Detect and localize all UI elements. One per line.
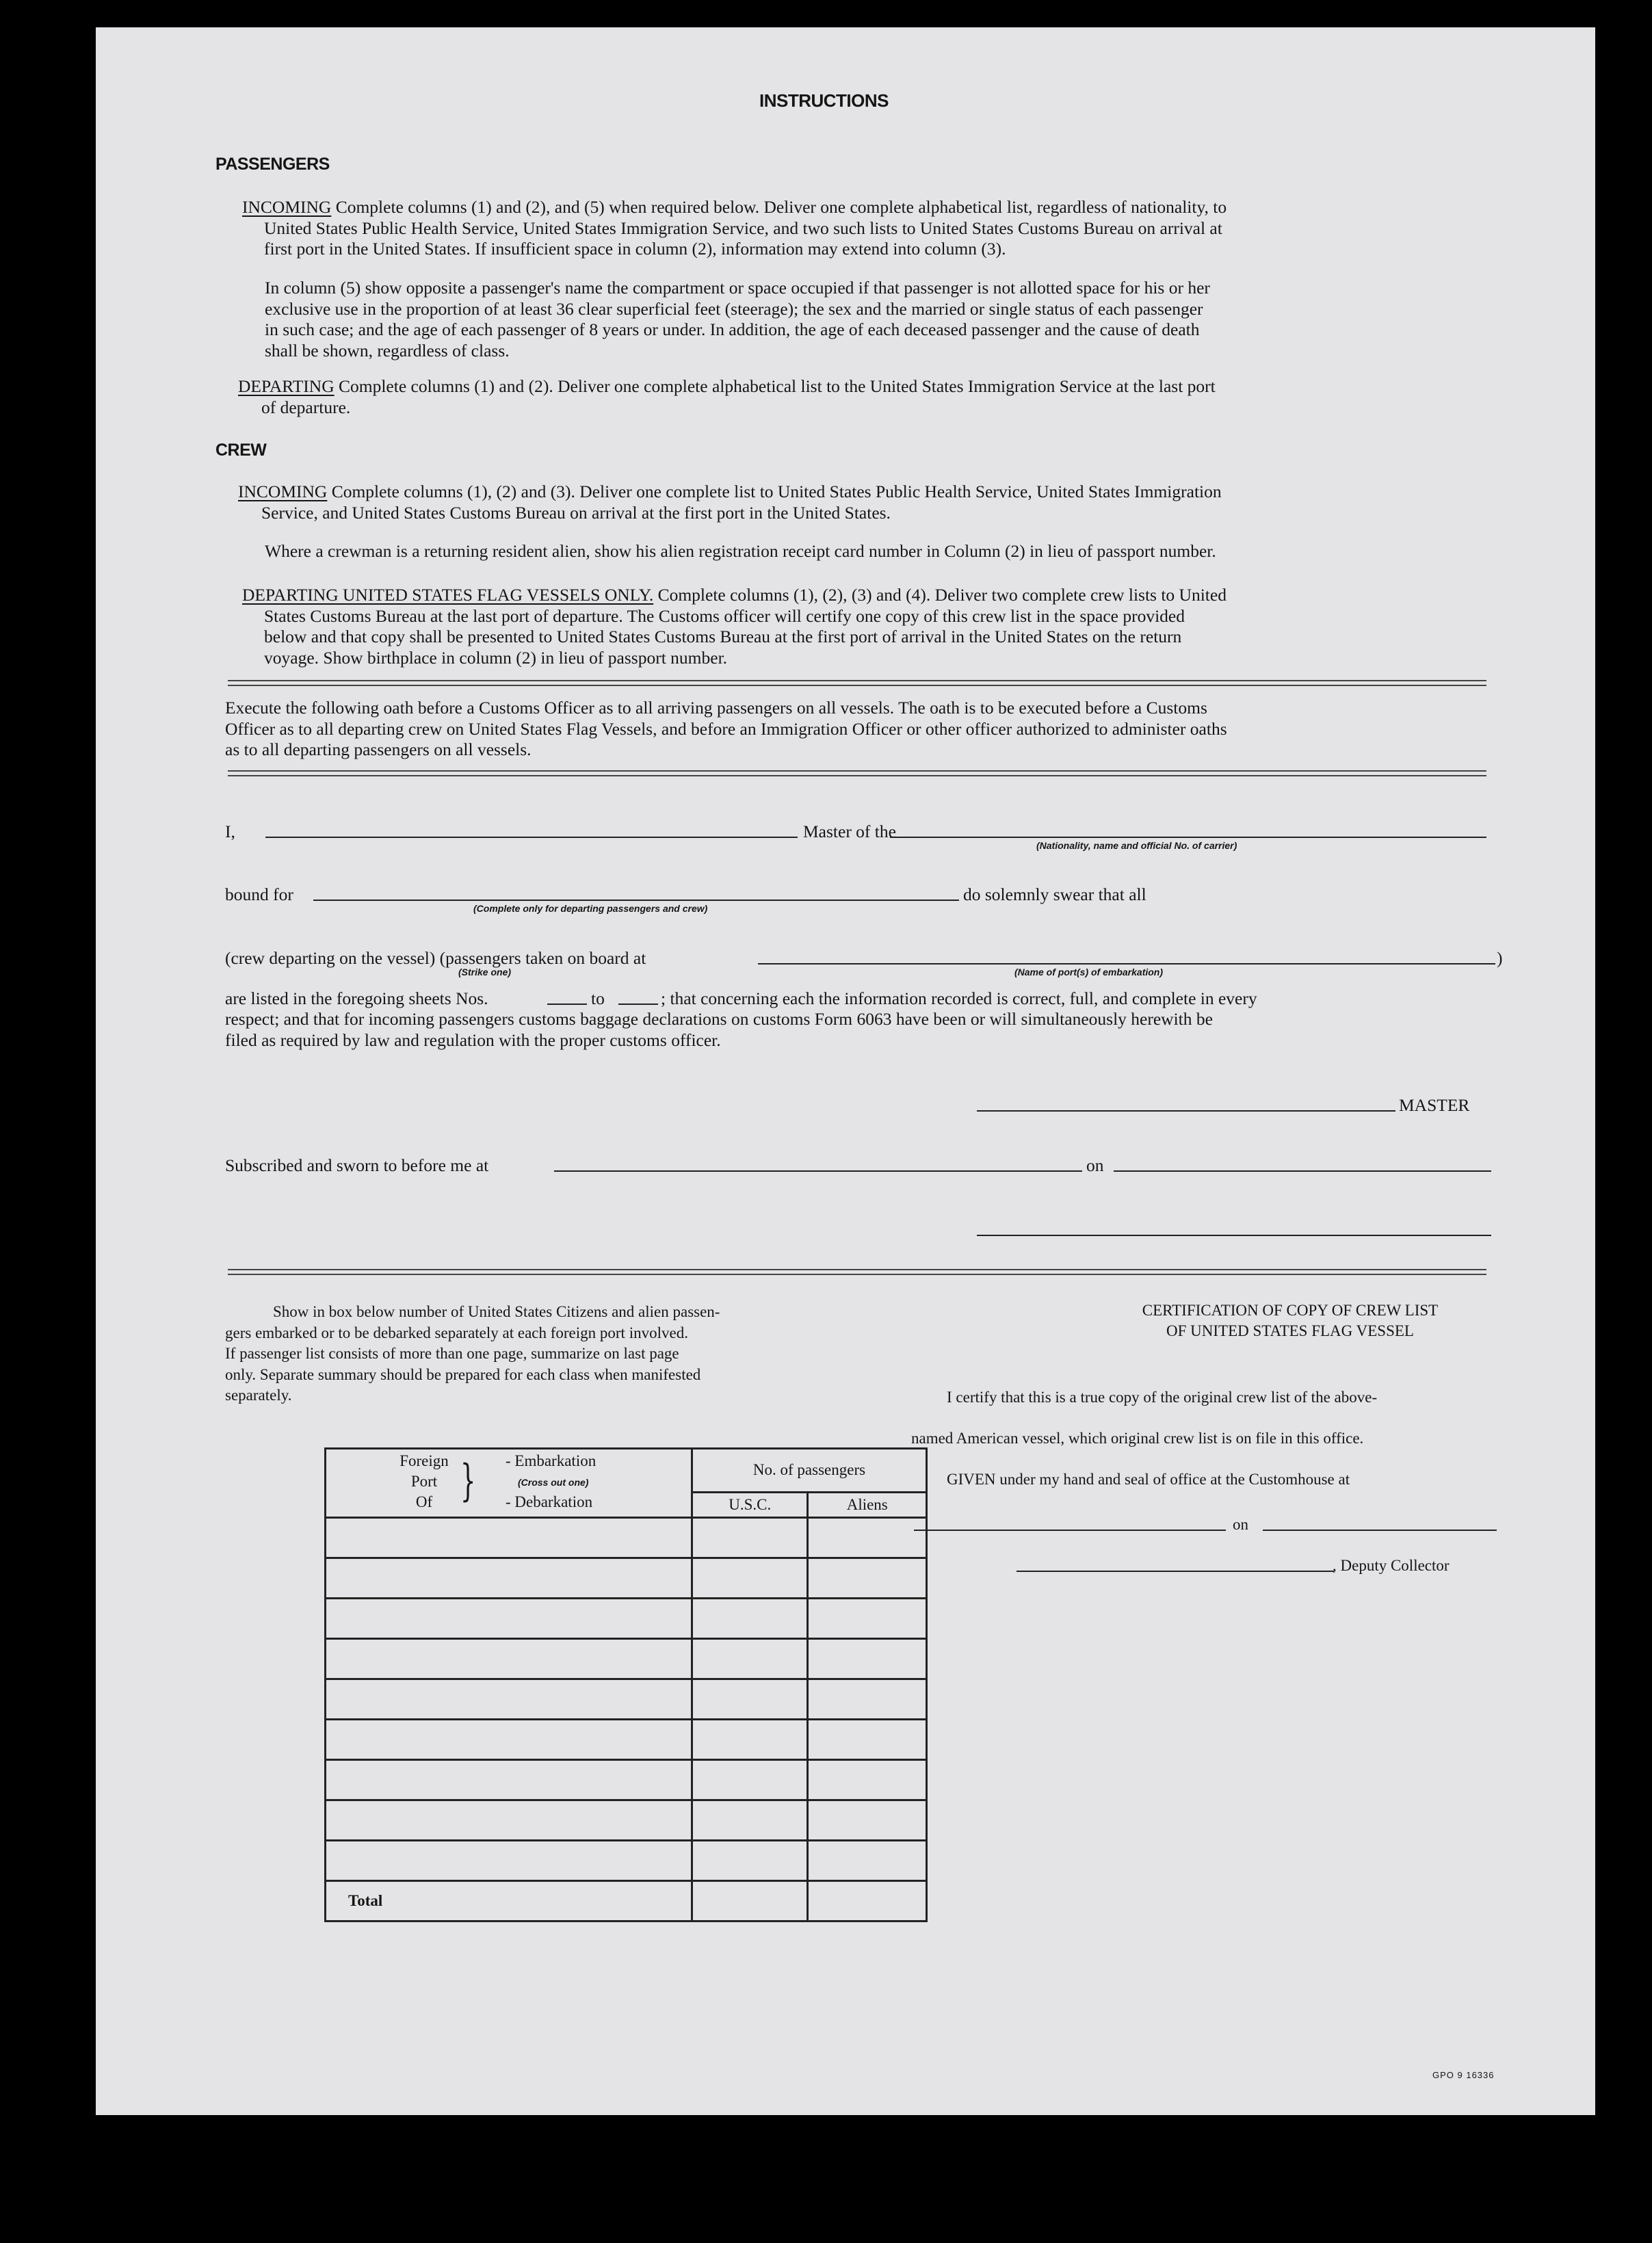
- section-divider: [228, 680, 1486, 686]
- aliens-cell[interactable]: [808, 1679, 927, 1720]
- usc-cell[interactable]: [692, 1599, 808, 1639]
- section-divider: [228, 1269, 1486, 1275]
- aliens-cell[interactable]: [808, 1841, 927, 1881]
- swear-label: do solemnly swear that all: [963, 884, 1146, 904]
- certification-line-3: GIVEN under my hand and seal of office at the Customhouse at: [947, 1471, 1350, 1488]
- passengers-heading: PASSENGERS: [215, 155, 330, 174]
- usc-cell[interactable]: [692, 1518, 808, 1558]
- port-cell[interactable]: [326, 1558, 692, 1599]
- brace-icon: }: [460, 1456, 476, 1506]
- officer-signature-line[interactable]: [977, 1235, 1491, 1236]
- crew-incoming-paragraph: INCOMING Complete columns (1), (2) and (3). Deliver one complete list to United States Public Health Service, United States Immigration Service, and United States Customs Bureau on arrival at the first port in the United States.: [238, 482, 1222, 523]
- complete-caption: (Complete only for departing passengers and crew): [473, 903, 708, 914]
- port-cell[interactable]: [326, 1800, 692, 1841]
- sheet-from-line[interactable]: [547, 1004, 587, 1005]
- column-five-paragraph: In column (5) show opposite a passenger's name the compartment or space occupied if that passenger is not allotted space for his or her exclusive use in the proportion of at least 36 clear superficial feet (steerage); the sex and the married or single status of each passenger in such case; and the age of each passenger of 8 years or under. In addition, the age of each deceased passenger and the cause of death shall be shown, regardless of class.: [265, 278, 1210, 360]
- deputy-signature-line[interactable]: [1017, 1571, 1334, 1572]
- master-signature-line[interactable]: [977, 1110, 1395, 1112]
- port-cell[interactable]: [326, 1639, 692, 1679]
- aliens-total-cell[interactable]: [808, 1881, 927, 1921]
- port-cell[interactable]: [326, 1720, 692, 1760]
- crew-heading: CREW: [215, 441, 267, 460]
- certification-line-1: I certify that this is a true copy of the original crew list of the above-: [947, 1389, 1378, 1406]
- crew-departing-label: DEPARTING UNITED STATES FLAG VESSELS ONLY.: [242, 585, 654, 605]
- usc-cell[interactable]: [692, 1760, 808, 1800]
- sheets-to-label: to: [591, 988, 605, 1008]
- port-cell[interactable]: [326, 1841, 692, 1881]
- usc-cell[interactable]: [692, 1720, 808, 1760]
- usc-total-cell[interactable]: [692, 1881, 808, 1921]
- certification-title-1: CERTIFICATION OF COPY OF CREW LIST: [1142, 1302, 1439, 1319]
- sworn-place-line[interactable]: [554, 1170, 1082, 1172]
- strike-caption: (Strike one): [458, 967, 512, 978]
- master-name-line[interactable]: [265, 837, 798, 838]
- sworn-on-label: on: [1086, 1155, 1104, 1175]
- certification-date-line[interactable]: [1263, 1530, 1497, 1531]
- aliens-cell[interactable]: [808, 1558, 927, 1599]
- aliens-cell[interactable]: [808, 1599, 927, 1639]
- port-cell[interactable]: [326, 1599, 692, 1639]
- close-paren: ): [1497, 948, 1503, 968]
- crew-departing-label: (crew departing on the vessel) (passengers taken on board at: [225, 948, 646, 968]
- port-caption: (Name of port(s) of embarkation): [1014, 967, 1164, 978]
- passengers-incoming-paragraph: INCOMING Complete columns (1) and (2), and (5) when required below. Deliver one complete alphabetical list, regardless of nationality, to United States Public Health Service, United States Immigration Service, and two such lists to United States Customs Bureau on arrival at first port in the United States. If insufficient space in column (2), information may extend into column (3).: [242, 197, 1227, 259]
- deputy-collector-label: , Deputy Collector: [1333, 1557, 1450, 1574]
- bound-for-label: bound for: [225, 884, 293, 904]
- certification-title-2: OF UNITED STATES FLAG VESSEL: [1166, 1322, 1414, 1339]
- sheets-label: are listed in the foregoing sheets Nos.: [225, 988, 488, 1008]
- crew-departing-paragraph: DEPARTING UNITED STATES FLAG VESSELS ONLY. Complete columns (1), (2), (3) and (4). Deliver two complete crew lists to United States Customs Bureau at the last port of departure. The Customs officer will certify one copy of this crew list in the space provided below and that copy shall be presented to United States Customs Bureau at the first port of arrival in the United States on the return voyage. Show birthplace in column (2) in lieu of passport number.: [242, 585, 1227, 668]
- resident-alien-note: Where a crewman is a returning resident alien, show his alien registration receipt card number in Column (2) in lieu of passport number.: [265, 541, 1216, 561]
- aliens-cell[interactable]: [808, 1800, 927, 1841]
- no-passengers-header: No. of passengers: [692, 1449, 926, 1493]
- gpo-code: GPO 9 16336: [1432, 2070, 1495, 2080]
- certification-on-label: on: [1233, 1516, 1248, 1533]
- embarkation-port-line[interactable]: [758, 963, 1495, 965]
- total-label: Total: [326, 1881, 692, 1921]
- oath-instructions: Execute the following oath before a Customs Officer as to all arriving passengers on all vessels. The oath is to be executed before a Customs Officer as to all departing crew on United States Flag Vessels, and before an Immigration Officer or other officer authorized to administer oaths as to all departing passengers on all vessels.: [225, 698, 1227, 759]
- subscribed-label: Subscribed and sworn to before me at: [225, 1155, 489, 1175]
- aliens-cell[interactable]: [808, 1518, 927, 1558]
- departing-label: DEPARTING: [238, 376, 335, 396]
- usc-cell[interactable]: [692, 1679, 808, 1720]
- master-of-label: Master of the: [803, 822, 896, 841]
- aliens-header: Aliens: [808, 1492, 927, 1517]
- page-title: INSTRUCTIONS: [759, 90, 889, 111]
- port-cell[interactable]: [326, 1679, 692, 1720]
- passenger-summary-table: [324, 1447, 928, 1922]
- destination-line[interactable]: [313, 900, 959, 901]
- sheets-text: ; that concerning each the information recorded is correct, full, and complete in every: [661, 988, 1257, 1008]
- carrier-line[interactable]: [890, 837, 1486, 838]
- usc-cell[interactable]: [692, 1800, 808, 1841]
- usc-header: U.S.C.: [692, 1492, 808, 1517]
- aliens-cell[interactable]: [808, 1720, 927, 1760]
- sheet-to-line[interactable]: [618, 1004, 658, 1005]
- usc-cell[interactable]: [692, 1639, 808, 1679]
- nationality-caption: (Nationality, name and official No. of carrier): [1036, 840, 1237, 851]
- customhouse-line[interactable]: [914, 1530, 1226, 1531]
- aliens-cell[interactable]: [808, 1760, 927, 1800]
- port-cell[interactable]: [326, 1518, 692, 1558]
- usc-cell[interactable]: [692, 1558, 808, 1599]
- form-page: [96, 27, 1595, 2115]
- aliens-cell[interactable]: [808, 1639, 927, 1679]
- oath-continuation: respect; and that for incoming passengers customs baggage declarations on customs Form 6063 have been or will simultaneously herewith be filed as required by law and regulation with the proper customs officer.: [225, 1009, 1213, 1050]
- oath-i-label: I,: [225, 822, 235, 841]
- usc-cell[interactable]: [692, 1841, 808, 1881]
- section-divider: [228, 770, 1486, 776]
- incoming-label: INCOMING: [242, 197, 332, 217]
- port-header-cell: Foreign Port Of } - Embarkation (Cross out one) - Debarkation: [326, 1449, 692, 1518]
- sworn-date-line[interactable]: [1114, 1170, 1491, 1172]
- crew-incoming-label: INCOMING: [238, 482, 328, 501]
- port-cell[interactable]: [326, 1760, 692, 1800]
- summary-instructions: Show in box below number of United States Citizens and alien passen- gers embarked or to be debarked separately at each foreign port involved. If passenger list consists of more than one page, summarize on last page only. Separate summary should be prepared for each class when manifested separately.: [225, 1303, 720, 1404]
- passengers-departing-paragraph: DEPARTING Complete columns (1) and (2). Deliver one complete alphabetical list to the United States Immigration Service at the last port of departure.: [238, 376, 1216, 417]
- master-label: MASTER: [1399, 1095, 1470, 1115]
- certification-line-2: named American vessel, which original crew list is on file in this office.: [911, 1430, 1364, 1447]
